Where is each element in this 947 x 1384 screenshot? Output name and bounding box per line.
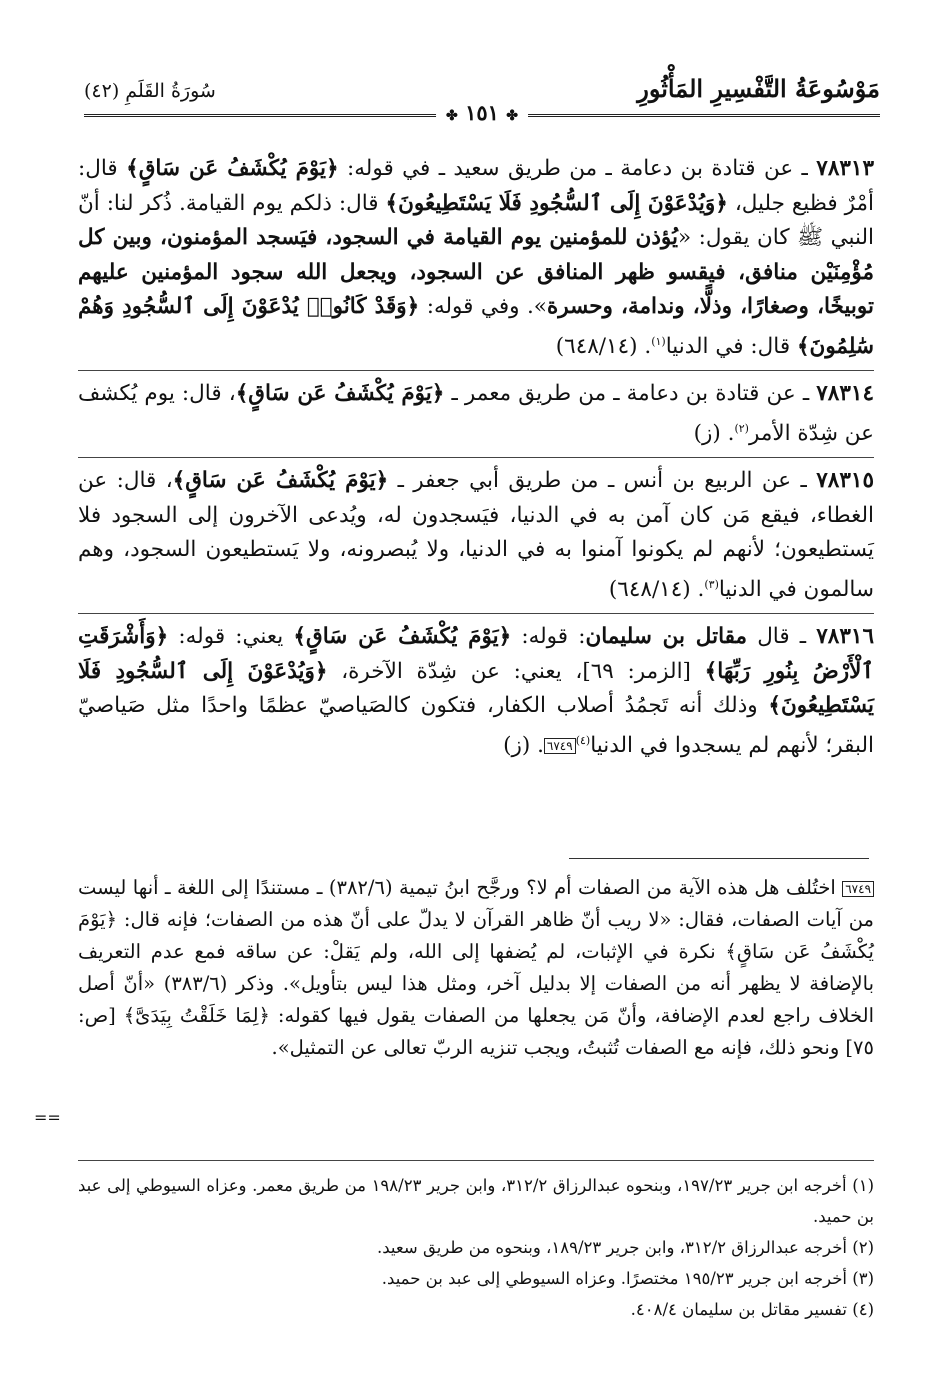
text-run: ». وفي قوله:: [419, 294, 547, 319]
commentary-ref: ٦٧٤٩: [544, 738, 576, 754]
text-run: [ص: ٧٥] ونحو ذلك، فإنه مع الصفات تُثبتُ، ويجب تنزيه الربّ تعالى عن التمثيل».: [78, 1004, 874, 1059]
quran-quote: ﴿يَوْمَ يُكْشَفُ عَن سَاقٍ﴾: [172, 468, 389, 494]
footnote-ref: (١): [651, 334, 666, 348]
footnotes-divider: [78, 1160, 874, 1161]
text-run: قال: في الدنيا: [665, 333, 797, 359]
entry: [78, 377, 874, 451]
side-mark: ==: [34, 1108, 61, 1127]
text-run: نكرة في الإثبات، لم يُضفها إلى الله، ولم يَقلْ: عن ساقه فمع عدم التعريف بالإضافة لا يظهر أنه من الصفات إلا بدليل آخر، ومثل هذا ليس بتأويل». وذكر (٣٨٣/٦) «أنّ أصل الخلاف راجع لعدم الإضافة، وأنّ مَن يجعلها من الصفات يقول فيها كقوله:: [78, 940, 875, 1027]
page-number-text: ١٥١: [465, 100, 499, 125]
quran-quote: ﴿وَأَشْرَقَتِ ٱلْأَرْضُ بِنُورِ رَبِّهَا﴾: [78, 624, 875, 684]
highlighted-text: ابنُ تيمية: [398, 876, 470, 899]
text-run: ـ قال: [747, 624, 817, 650]
main-text: [78, 152, 874, 770]
quran-quote: ﴿وَقَدْ كَانُوا۟ يُدْعَوْنَ إِلَى ٱلسُّجُودِ وَهُمْ سَٰلِمُونَ﴾: [78, 294, 874, 359]
commentary-number: ٦٧٤٩: [842, 881, 874, 897]
footnote: (٢) أخرجه عبدالرزاق ٣١٢/٢، وابن جرير ١٨٩/٢٣، وبنحوه من طريق سعيد.: [377, 1238, 874, 1257]
text-run: ـ عن الربيع بن أنس ـ من طريق أبي جعفر ـ: [388, 468, 817, 494]
entry: [78, 620, 874, 763]
text-run: . (٦٤٨/١٤): [608, 576, 705, 602]
entry-number: ٧٨٣١٣: [816, 156, 875, 181]
quran-quote: ﴿وَيُدْعَوْنَ إِلَى ٱلسُّجُودِ فَلَا يَسْتَطِيعُونَ﴾: [385, 190, 728, 216]
highlighted-text: مقاتل بن سليمان: [585, 624, 748, 650]
text-run: ، قال: عن الغطاء، فيقع مَن كان آمن به في الدنيا، فيَسجدون له، ويُدعى الآخرون إلى السجود فلا يَستطيعون؛ لأنهم لم يكونوا آمنوا به في الدنيا، ولا يُبصرونه، ولا يَستطيعون السجود، وهم سالمون في الدنيا: [78, 468, 874, 602]
text-run: . (٦٤٨/١٤): [555, 333, 652, 359]
footnote: (١) أخرجه ابن جرير ١٩٧/٢٣، وبنحوه عبدالرزاق ٣١٢/٢، وابن جرير ١٩٨/٢٣ من طريق معمر. وعزاه السيوطي إلى عبد بن حميد.: [78, 1176, 874, 1226]
highlighted-text: يُؤذن للمؤمنين يوم القيامة في السجود، فيَسجد المؤمنون، وبين كل مُؤْمِنَيْن منافق، فيقسو ظهر المنافق عن السجود، ويجعل الله سجود المؤمنين عليهم توبيخًا، وصغارًا، وذلًّا، وندامة، وحسرة: [78, 225, 874, 319]
page-number: [436, 100, 528, 125]
text-run: : قوله:: [511, 624, 586, 650]
text-run: اختُلف هل هذه الآية من الصفات أم لا؟ ورجَّح: [469, 876, 843, 899]
footnote: (٣) أخرجه ابن جرير ١٩٥/٢٣ مختصرًا. وعزاه السيوطي إلى عبد بن حميد.: [381, 1269, 874, 1288]
ornament-icon: ✤: [446, 108, 458, 124]
text-run: ـ عن قتادة بن دعامة ـ من طريق معمر ـ: [444, 381, 817, 407]
text-run: وذلك أنه تَجمُدُ أصلاب الكفار، فتكون كالصَياصيّ عظمًا واحدًا مثل صَياصيّ البقر؛ لأنهم لم يسجدوا في الدنيا: [78, 693, 874, 759]
text-run: قال: ذلكم يوم القيامة. ذُكر لنا: أنّ النبي ﷺ كان يقول: «: [78, 190, 874, 250]
footnotes: [78, 1170, 874, 1325]
text-run: . (ز): [693, 420, 735, 446]
quran-quote: ﴿لِمَا خَلَقْتُ بِيَدَىَّ﴾: [123, 1004, 270, 1027]
entry: [78, 152, 874, 364]
text-run: ـ عن قتادة بن دعامة ـ من طريق سعيد ـ في قوله:: [338, 156, 817, 181]
quran-quote: ﴿يَوْمَ يُكْشَفُ عَن سَاقٍ﴾: [293, 624, 512, 650]
entry-number: ٧٨٣١٦: [816, 624, 874, 650]
commentary-divider: [569, 858, 869, 859]
text-run: يعني: قوله:: [168, 624, 294, 650]
highlighted-text: (٣٨٢/٦) ـ مستندًا إلى اللغة ـ: [158, 876, 399, 899]
entry-number: ٧٨٣١٥: [816, 468, 874, 494]
footnote: (٤) تفسير مقاتل بن سليمان ٤٠٨/٤.: [630, 1300, 874, 1319]
entry-divider: [78, 370, 874, 371]
ornament-icon: ✤: [506, 108, 518, 124]
quran-quote: ﴿يَوْمَ يُكْشَفُ عَن سَاقٍ﴾: [126, 156, 339, 181]
text-run: . (ز): [503, 733, 544, 759]
text-run: قال: أمْرٌ فظيع جليل،: [78, 156, 874, 216]
book-title: مَوْسُوعَةُ التَّفْسِيرِ المَأْثُورِ: [637, 74, 880, 103]
quran-quote: ﴿يَوْمَ يُكْشَفُ عَن سَاقٍ﴾: [78, 908, 874, 963]
footnote-ref: (٢): [734, 421, 749, 435]
text-run: أنها ليست من آيات الصفات، فقال: «لا ريب أنّ ظاهر القرآن لا يدلّ على أنّ هذه من الصفات؛ فإنه قال:: [78, 876, 874, 931]
page-header: [84, 70, 880, 130]
footnote-ref: (٣): [704, 577, 719, 591]
footnote-ref: (٤): [575, 733, 591, 747]
entry: [78, 464, 874, 607]
entry-divider: [78, 613, 874, 614]
surah-title: سُورَةُ القَلَمِ (٤٢): [84, 80, 216, 102]
quran-quote: ﴿يَوْمَ يُكْشَفُ عَن سَاقٍ﴾: [235, 381, 445, 407]
entry-number: ٧٨٣١٤: [816, 381, 874, 407]
commentary: [78, 872, 874, 1064]
text-run: [الزمر: ٦٩]، يعني: عن شِدّة الآخرة،: [327, 658, 705, 684]
entry-divider: [78, 457, 874, 458]
text-run: ، قال: يوم يُكشف عن شِدّة الأمر: [78, 381, 874, 446]
quran-quote: ﴿وَيُدْعَوْنَ إِلَى ٱلسُّجُودِ فَلَا يَسْتَطِيعُونَ﴾: [78, 658, 874, 719]
